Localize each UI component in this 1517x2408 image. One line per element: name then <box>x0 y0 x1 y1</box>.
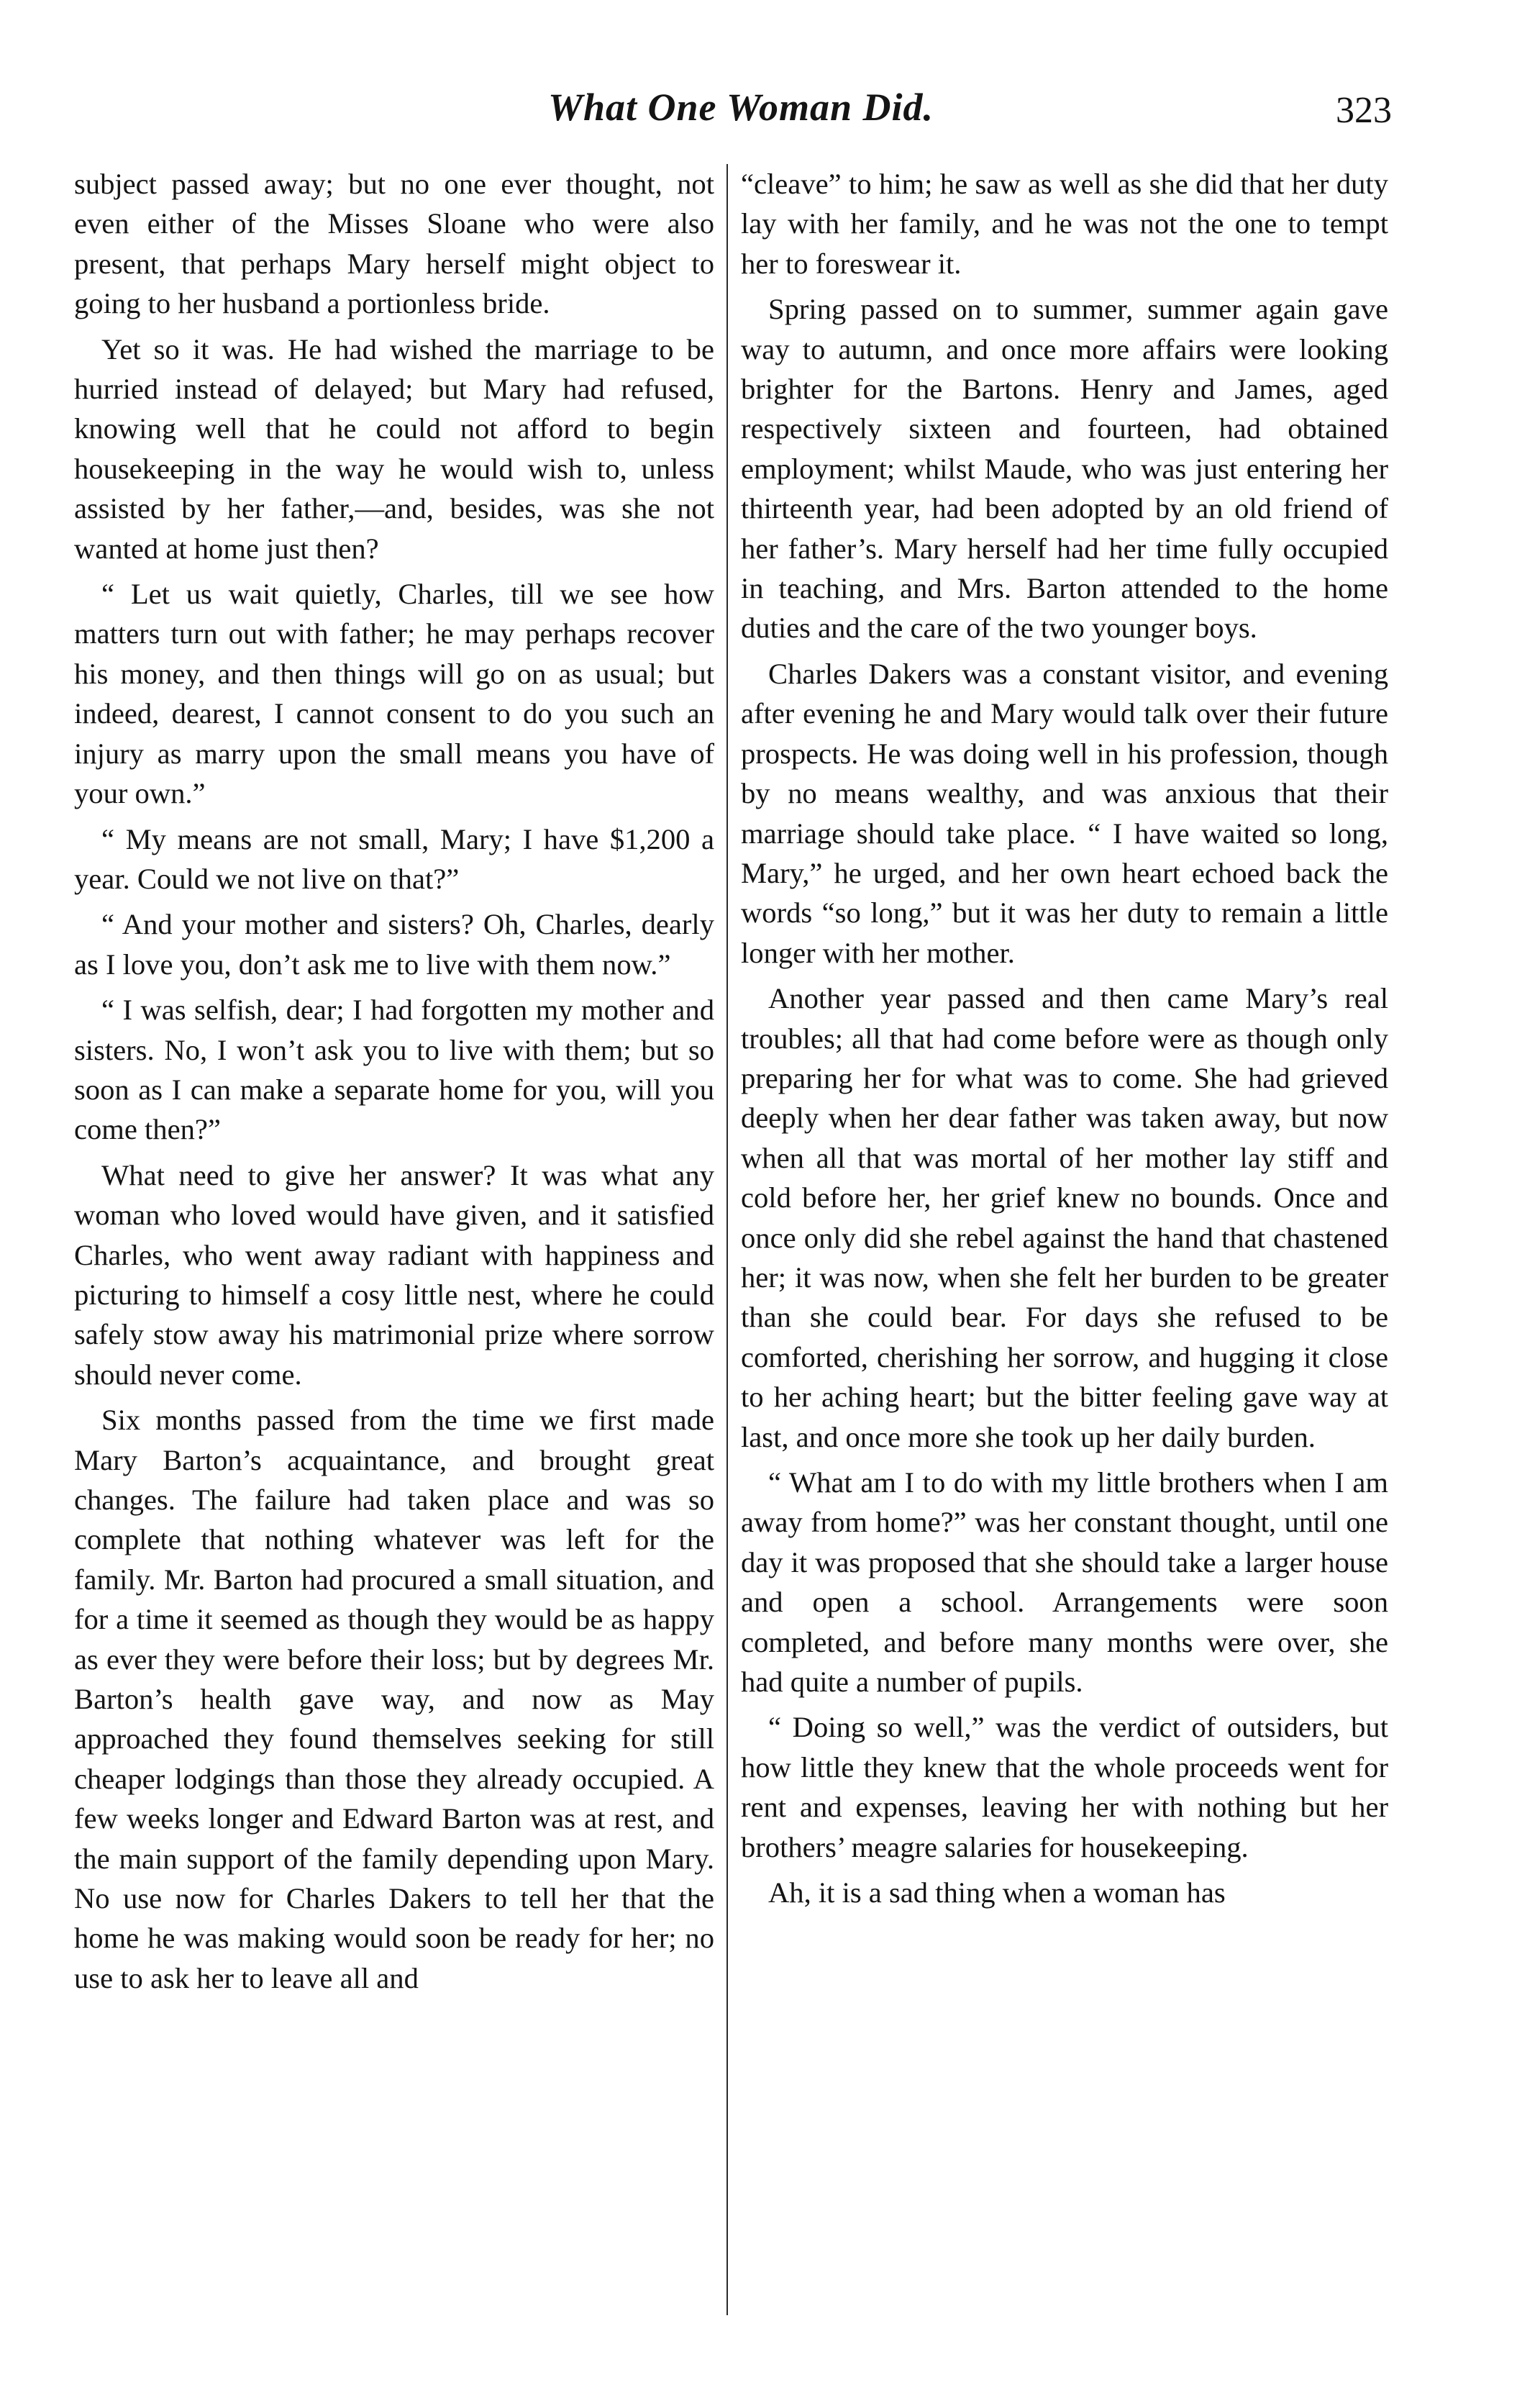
paragraph: Another year passed and then came Mary’s real troubles; all that had come before were as though only preparing her for what was to come. She had grieved deeply when her dear father was taken away, but now when all that was mortal of her mother lay stiff and cold before her, her grief knew no bounds. Once and once only did she rebel against the hand that chastened her; it was now, when she felt her burden to be greater than she could bear. For days she refused to be comforted, cherishing her sorrow, and hugging it close to her aching heart; but the bitter feeling gave way at last, and once more she took up her daily burden. <box>741 982 1388 1453</box>
paragraph: “ Doing so well,” was the verdict of outsiders, but how little they knew that the whole proceeds went for rent and expenses, leaving her with nothing but her brothers’ meagre salaries for housekeeping. <box>741 1711 1388 1863</box>
left-column <box>74 164 714 1998</box>
paragraph: Charles Dakers was a constant visitor, and evening after evening he and Mary would talk over their future prospects. He was doing well in his profession, though by no means wealthy, and was anxious that their marriage should take place. “ I have waited so long, Mary,” he urged, and her own heart echoed back the words “so long,” but it was her duty to remain a little longer with her mother. <box>741 657 1388 969</box>
running-title: What One Woman Did. <box>547 86 934 129</box>
page-number: 323 <box>1336 90 1392 131</box>
page-header <box>72 85 1410 142</box>
paragraph: “ What am I to do with my little brothers when I am away from home?” was her constant thought, until one day it was proposed that she should take a larger house and open a school. Arrangements were soon completed, and before many months were over, she had quite a number of pupils. <box>741 1466 1388 1699</box>
paragraph: Ah, it is a sad thing when a woman has <box>768 1876 1226 1909</box>
paragraph: “cleave” to him; he saw as well as she did that her duty lay with her family, and he was not the one to tempt her to foreswear it. <box>741 168 1388 280</box>
paragraph: “ I was selfish, dear; I had forgotten my mother and sisters. No, I won’t ask you to live with them; but so soon as I can make a separate home for you, will you come then?” <box>74 994 714 1146</box>
column-divider <box>726 164 728 2315</box>
paragraph: Yet so it was. He had wished the marriage to be hurried instead of delayed; but Mary had refused, knowing well that he could not afford to begin housekeeping in the way he would wish to, unless assisted by her father,—and, besides, was she not wanted at home just then? <box>74 332 714 565</box>
paragraph: “ And your mother and sisters? Oh, Charles, dearly as I love you, don’t ask me to live with them now.” <box>74 908 714 981</box>
paragraph: “ Let us wait quietly, Charles, till we see how matters turn out with father; he may perhaps recover his money, and then things will go on as usual; but indeed, dearest, I cannot consent to do you such an injury as marry upon the small means you have of your own.” <box>74 578 714 810</box>
paragraph: “ My means are not small, Mary; I have $1,200 a year. Could we not live on that?” <box>74 822 714 895</box>
paragraph: Spring passed on to summer, summer again gave way to autumn, and once more affairs were looking brighter for the Bartons. Henry and James, aged respectively sixteen and fourteen, had obtained employment; whilst Maude, who was just entering her thirteenth year, had been adopted by an old friend of her father’s. Mary herself had her time fully occupied in teaching, and Mrs. Barton attended to the home duties and the care of the two younger boys. <box>741 293 1388 645</box>
paragraph: subject passed away; but no one ever thought, not even either of the Misses Sloane who were also present, that perhaps Mary herself might object to going to her husband a portionless bride. <box>74 168 714 320</box>
paragraph: Six months passed from the time we first made Mary Barton’s acquaintance, and brought great changes. The failure had taken place and was so complete that nothing whatever was left for the family. Mr. Barton had procured a small situation, and for a time it seemed as though they would be as happy as ever they were before their loss; but by degrees Mr. Barton’s health gave way, and now as May approached they found themselves seeking for still cheaper lodgings than those they already occupied. A few weeks longer and Edward Barton was at rest, and the main support of the family depending upon Mary. No use now for Charles Dakers to tell her that the home he was making would soon be ready for her; no use to ask her to leave all and <box>74 1404 714 1994</box>
right-column <box>741 164 1388 1912</box>
paragraph: What need to give her answer? It was what any woman who loved would have given, and it satisfied Charles, who went away radiant with happiness and picturing to himself a cosy little nest, where he could safely stow away his matrimonial prize where sorrow should never come. <box>74 1158 714 1391</box>
